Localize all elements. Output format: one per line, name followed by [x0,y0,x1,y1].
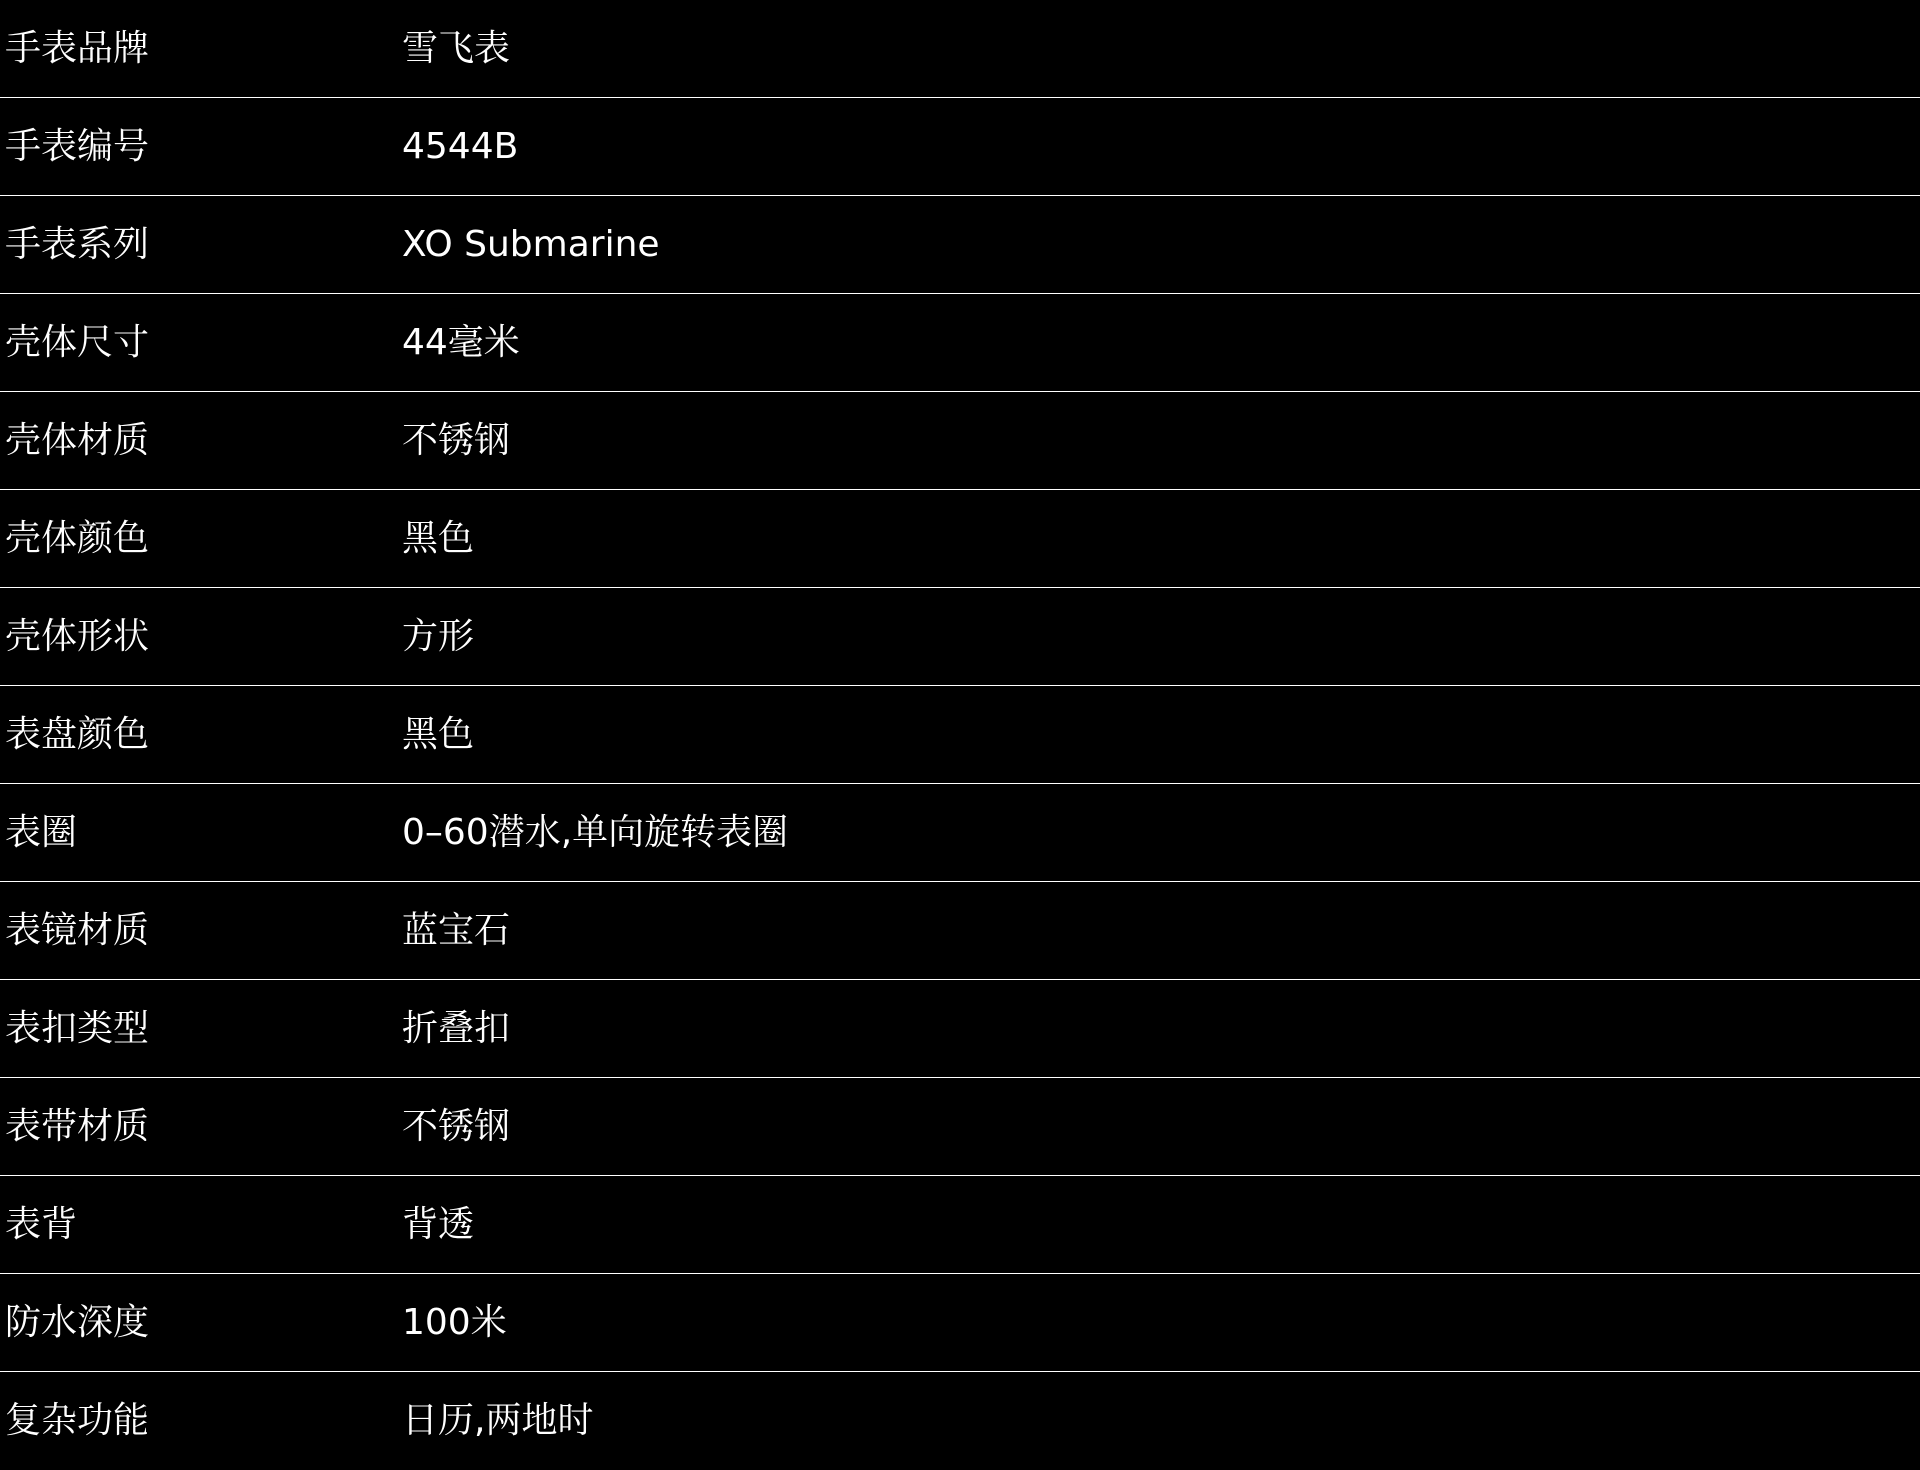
spec-row [0,1176,1920,1274]
spec-row [0,686,1920,784]
spec-value: 0–60潜水,单向旋转表圈 [402,811,789,853]
spec-value: 背透 [402,1203,475,1245]
spec-value: 黑色 [402,713,475,755]
spec-value: 100米 [402,1301,507,1343]
spec-value: 黑色 [402,517,475,559]
spec-label: 壳体材质 [5,419,150,461]
spec-value: 44毫米 [402,321,520,363]
spec-row [0,1078,1920,1176]
spec-label: 壳体形状 [5,615,150,657]
spec-label: 壳体尺寸 [5,321,150,363]
spec-label: 表盘颜色 [5,713,150,755]
spec-row [0,0,1920,98]
spec-label: 壳体颜色 [5,517,150,559]
spec-value: 折叠扣 [402,1007,511,1049]
spec-row [0,294,1920,392]
spec-row [0,98,1920,196]
spec-row [0,392,1920,490]
spec-label: 复杂功能 [5,1400,150,1441]
spec-label: 表镜材质 [5,909,150,951]
spec-label: 表扣类型 [5,1007,150,1049]
spec-row [0,980,1920,1078]
spec-value: 不锈钢 [402,1105,511,1147]
spec-label: 手表编号 [5,125,150,167]
spec-row [0,784,1920,882]
spec-label: 表背 [5,1203,78,1245]
spec-row [0,196,1920,294]
spec-label: 手表品牌 [5,27,150,69]
spec-label: 表带材质 [5,1105,150,1147]
spec-value: XO Submarine [402,223,660,265]
spec-label: 手表系列 [5,223,150,265]
spec-row [0,490,1920,588]
spec-row [0,588,1920,686]
spec-row [0,1274,1920,1372]
spec-value: 日历,两地时 [402,1400,594,1441]
spec-value: 蓝宝石 [402,909,511,951]
spec-label: 表圈 [5,811,78,853]
spec-value: 方形 [402,615,475,657]
spec-value: 4544B [402,125,519,167]
spec-row [0,882,1920,980]
spec-value: 雪飞表 [402,27,511,69]
spec-value: 不锈钢 [402,419,511,461]
spec-label: 防水深度 [5,1301,150,1343]
spec-row [0,1372,1920,1470]
